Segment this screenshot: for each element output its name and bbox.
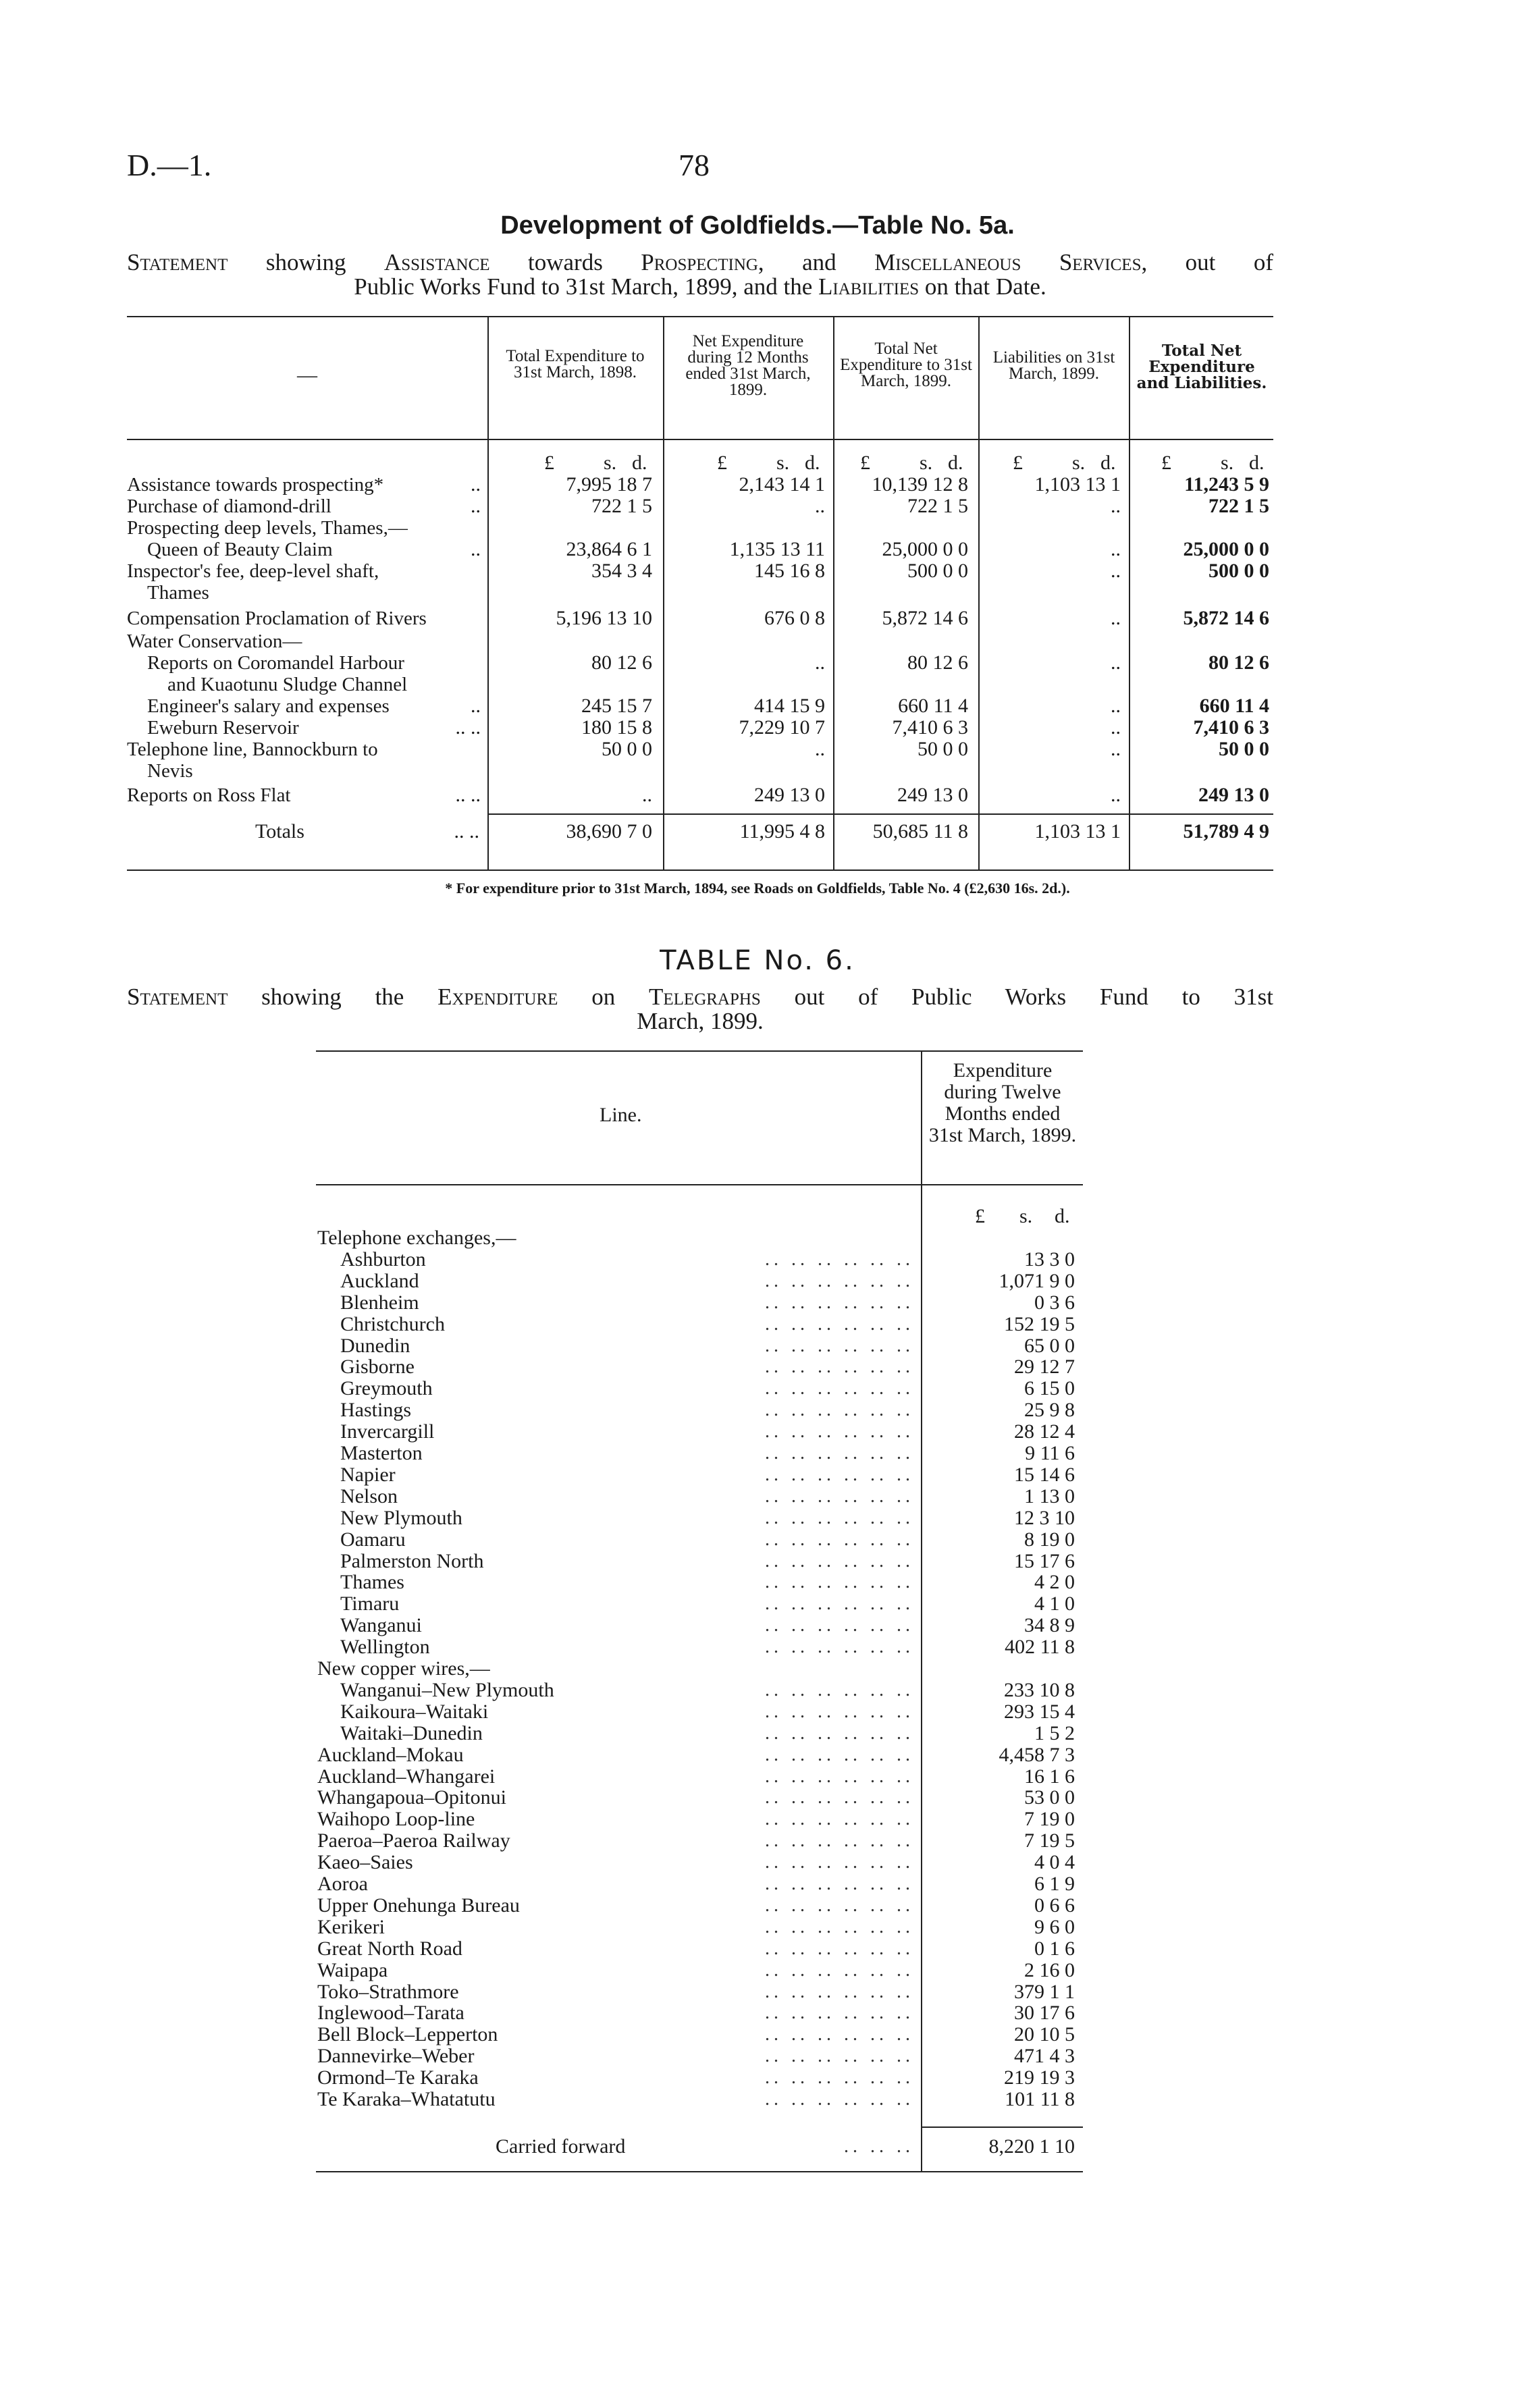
expenditure-amount: 4 0 4 (1034, 1851, 1075, 1873)
expenditure-amount: 7 19 0 (1024, 1808, 1075, 1830)
line-label: Christchurch (340, 1313, 445, 1335)
amount-cell: 500 0 0 (1208, 560, 1269, 582)
row-label-continued: Thames (147, 582, 209, 604)
line-label: Wellington (340, 1636, 430, 1658)
line-label: Waipapa (317, 1959, 388, 1981)
stmt-word: showing the (261, 984, 404, 1010)
row-label: Queen of Beauty Claim (147, 539, 333, 560)
leader-dots: .. .. .. .. .. .. (765, 1249, 914, 1270)
expenditure-amount: 0 3 6 (1034, 1291, 1075, 1314)
amount-cell: 5,872 14 6 (882, 607, 968, 629)
statement-line-2: March, 1899. (637, 1008, 764, 1034)
line-label: Wanganui (340, 1614, 422, 1636)
line-label: Paeroa–Paeroa Railway (317, 1829, 510, 1852)
statement-line-2 (127, 275, 1273, 299)
line-label: Napier (340, 1464, 396, 1486)
expenditure-amount: 1 13 0 (1024, 1485, 1075, 1507)
leader-dots: .. .. .. .. .. .. (765, 1421, 914, 1442)
line-label: Inglewood–Tarata (317, 2002, 464, 2024)
amount-cell: 1,135 13 11 (729, 538, 825, 560)
document-code: D.—1. (127, 148, 212, 182)
t5-column-header: Total Net Expenditure to 31st March, 1899. (840, 340, 972, 390)
line-label: Waitaki–Dunedin (340, 1722, 483, 1744)
stmt-word: on (591, 984, 616, 1010)
statement-line-1 (127, 250, 1273, 275)
table-5a-title: Development of Goldfields.—Table No. 5a. (500, 211, 1015, 240)
t5-footnote: * For expenditure prior to 31st March, 1894, see Roads on Goldfields, Table No. 4 (£2,630 16s. 2d.). (445, 880, 1070, 897)
leader-dots: .. .. (455, 784, 481, 806)
amount-cell: .. (642, 784, 652, 806)
leader-dots: .. .. .. .. .. .. (765, 1335, 914, 1356)
expenditure-amount: 219 19 3 (1004, 2066, 1075, 2089)
amount-cell: .. (1111, 716, 1121, 739)
leader-dots: .. .. (455, 716, 481, 739)
leader-dots: .. .. .. .. .. .. (765, 2002, 914, 2023)
line-label: Aoroa (317, 1873, 368, 1895)
amount-cell: 23,864 6 1 (566, 538, 652, 560)
line-label: Wanganui–New Plymouth (340, 1679, 554, 1701)
line-label: Ashburton (340, 1248, 426, 1270)
t5-column-header: Net Expenditure during 12 Months ended 31st March, 1899. (685, 332, 811, 399)
expenditure-amount: 65 0 0 (1024, 1335, 1075, 1357)
stmt-word: Telegraphs (649, 984, 761, 1010)
stmt-word: and (802, 249, 836, 275)
line-label: Bell Block–Lepperton (317, 2023, 498, 2045)
row-label: Compensation Proclamation of Rivers (127, 608, 427, 629)
t6-bottom-rule (316, 2171, 1083, 2172)
line-label: Auckland–Mokau (317, 1744, 464, 1766)
leader-dots: .. .. .. .. .. .. (765, 1852, 914, 1873)
amount-cell: 7,410 6 3 (892, 716, 968, 739)
line-label: Telephone exchanges,— (317, 1227, 516, 1249)
leader-dots: .. .. .. .. .. .. (765, 2045, 914, 2066)
amount-cell: 25,000 0 0 (1183, 538, 1269, 560)
unit-shilling: s. (604, 452, 617, 474)
expenditure-amount: 15 14 6 (1014, 1464, 1075, 1486)
expenditure-amount: 402 11 8 (1005, 1636, 1075, 1658)
expenditure-amount: 4,458 7 3 (999, 1744, 1075, 1766)
stmt-word: out of Public Works Fund to 31st (794, 984, 1274, 1010)
unit-pence: d. (1100, 452, 1116, 474)
t5-column-header: Total Net Expenditure and Liabilities. (1136, 342, 1267, 392)
expenditure-amount: 15 17 6 (1014, 1550, 1075, 1572)
amount-cell: 722 1 5 (907, 495, 968, 517)
line-label: Palmerston North (340, 1550, 484, 1572)
amount-cell: 1,103 13 1 (1034, 473, 1121, 496)
line-label: Upper Onehunga Bureau (317, 1894, 520, 1917)
stmt-word: Services, (1059, 249, 1148, 275)
line-label: Waihopo Loop-line (317, 1808, 475, 1830)
t5-stub-dash: — (297, 364, 317, 386)
amount-cell: 722 1 5 (1208, 495, 1269, 517)
line-label: Invercargill (340, 1420, 435, 1443)
leader-dots: .. (471, 695, 481, 717)
amount-cell: 722 1 5 (591, 495, 652, 517)
table-5a-statement (127, 250, 1273, 299)
amount-cell: 11,243 5 9 (1184, 473, 1269, 496)
amount-cell: 354 3 4 (591, 560, 652, 582)
t6-cf-rule (921, 2126, 1083, 2128)
line-label: Whangapoua–Opitonui (317, 1786, 506, 1809)
line-label: Greymouth (340, 1377, 433, 1399)
unit-pound: £ (1161, 452, 1171, 474)
line-label: Hastings (340, 1399, 411, 1421)
leader-dots: .. .. .. .. .. .. (765, 1787, 914, 1808)
unit-pound: £ (544, 452, 554, 474)
amount-cell: 180 15 8 (581, 716, 652, 739)
totals-amount: 38,690 7 0 (566, 820, 652, 842)
expenditure-amount: 12 3 10 (1014, 1507, 1075, 1529)
leader-dots: .. .. .. .. .. .. (765, 1701, 914, 1722)
t6-line-header: Line. (600, 1104, 642, 1126)
expenditure-amount: 34 8 9 (1024, 1614, 1075, 1636)
amount-cell: 80 12 6 (1208, 651, 1269, 674)
leader-dots: .. (471, 538, 481, 560)
expenditure-amount: 6 1 9 (1034, 1873, 1075, 1895)
leader-dots: .. .. .. .. .. .. (765, 1443, 914, 1464)
carried-forward-amount: 8,220 1 10 (988, 2135, 1075, 2158)
stmt-word: Liabilities (818, 273, 920, 300)
leader-dots: .. .. .. .. .. .. (765, 1636, 914, 1657)
expenditure-amount: 4 2 0 (1034, 1571, 1075, 1593)
stmt-word: Statement (127, 249, 228, 275)
amount-cell: .. (1111, 695, 1121, 717)
stmt-word: Public Works Fund to 31st March, 1899, and the (354, 273, 813, 300)
leader-dots: .. .. .. .. .. .. (765, 1938, 914, 1959)
expenditure-amount: 30 17 6 (1014, 2002, 1075, 2024)
line-label: New Plymouth (340, 1507, 462, 1529)
unit-pound: £ (1013, 452, 1023, 474)
line-label: Great North Road (317, 1937, 462, 1960)
amount-cell: 676 0 8 (764, 607, 825, 629)
unit-pence: d. (632, 452, 647, 474)
expenditure-amount: 0 6 6 (1034, 1894, 1075, 1917)
expenditure-amount: 1,071 9 0 (999, 1270, 1075, 1292)
expenditure-amount: 2 16 0 (1024, 1959, 1075, 1981)
expenditure-amount: 8 19 0 (1024, 1528, 1075, 1551)
leader-dots: .. .. .. .. .. .. (765, 1615, 914, 1636)
unit-shilling: s. (1072, 452, 1086, 474)
expenditure-amount: 25 9 8 (1024, 1399, 1075, 1421)
expenditure-amount: 9 11 6 (1025, 1442, 1075, 1464)
expenditure-amount: 9 6 0 (1034, 1916, 1075, 1938)
row-label: Water Conservation— (127, 631, 302, 652)
stmt-word: on that Date. (924, 273, 1046, 300)
expenditure-amount: 1 5 2 (1034, 1722, 1075, 1744)
line-label: Blenheim (340, 1291, 419, 1314)
amount-cell: .. (1111, 784, 1121, 806)
row-label: Purchase of diamond-drill (127, 496, 331, 517)
leader-dots: .. .. .. .. .. .. (765, 1723, 914, 1744)
expenditure-amount: 13 3 0 (1024, 1248, 1075, 1270)
expenditure-amount: 0 1 6 (1034, 1937, 1075, 1960)
stmt-word: Expenditure (437, 984, 558, 1010)
leader-dots: .. .. .. .. .. .. (765, 1593, 914, 1614)
row-label: Inspector's fee, deep-level shaft, (127, 560, 379, 582)
leader-dots: .. .. .. .. .. .. (765, 1486, 914, 1507)
line-label: Nelson (340, 1485, 398, 1507)
amount-cell: 5,872 14 6 (1183, 607, 1269, 629)
leader-dots: .. .. .. .. .. .. (765, 2024, 914, 2045)
amount-cell: 5,196 13 10 (556, 607, 652, 629)
expenditure-amount: 4 1 0 (1034, 1593, 1075, 1615)
leader-dots: .. .. .. .. .. .. (765, 1551, 914, 1572)
amount-cell: .. (1111, 738, 1121, 760)
unit-pence: d. (1249, 452, 1265, 474)
row-label: Eweburn Reservoir (147, 717, 299, 739)
line-label: Oamaru (340, 1528, 406, 1551)
t5-column-header: Liabilities on 31st March, 1899. (992, 348, 1115, 383)
expenditure-amount: 20 10 5 (1014, 2023, 1075, 2045)
row-label: Prospecting deep levels, Thames,— (127, 517, 408, 539)
amount-cell: 10,139 12 8 (872, 473, 968, 496)
totals-amount: 51,789 4 9 (1183, 820, 1269, 842)
totals-amount: 1,103 13 1 (1034, 820, 1121, 842)
leader-dots: .. .. .. .. .. .. (765, 1270, 914, 1291)
unit-shilling: s. (1019, 1205, 1033, 1227)
line-label: Thames (340, 1571, 404, 1593)
t6-col-divider (921, 1050, 922, 2171)
leader-dots: .. .. .. .. .. .. (765, 1314, 914, 1335)
unit-pound: £ (717, 452, 727, 474)
amount-cell: .. (815, 738, 825, 760)
leader-dots: .. .. .. .. .. .. (765, 1399, 914, 1420)
unit-pence: d. (948, 452, 963, 474)
line-label: Gisborne (340, 1356, 415, 1378)
amount-cell: 50 0 0 (1219, 738, 1269, 760)
row-label: Reports on Coromandel Harbour (147, 652, 404, 674)
amount-cell: 50 0 0 (918, 738, 968, 760)
expenditure-amount: 16 1 6 (1024, 1765, 1075, 1788)
amount-cell: 660 11 4 (898, 695, 968, 717)
line-label: Kerikeri (317, 1916, 385, 1938)
leader-dots: .. .. .. .. .. .. (765, 1766, 914, 1787)
totals-amount: 11,995 4 8 (739, 820, 825, 842)
amount-cell: 80 12 6 (591, 651, 652, 674)
amount-cell: .. (1111, 538, 1121, 560)
t5-column-header: Total Expenditure to 31st March, 1898. (506, 347, 645, 381)
stmt-word: Assistance (383, 249, 490, 275)
amount-cell: 500 0 0 (907, 560, 968, 582)
row-label: Engineer's salary and expenses (147, 695, 390, 717)
expenditure-amount: 152 19 5 (1004, 1313, 1075, 1335)
leader-dots: .. .. .. .. .. .. (765, 1895, 914, 1916)
leader-dots: .. .. .. .. .. .. (765, 1507, 914, 1528)
amount-cell: 249 13 0 (897, 784, 968, 806)
leader-dots: .. .. .. .. .. .. (765, 1809, 914, 1829)
unit-shilling: s. (1221, 452, 1234, 474)
page-number: 78 (679, 148, 710, 182)
leader-dots: .. .. .. .. .. .. (765, 1572, 914, 1593)
table-6-statement (127, 985, 1273, 1034)
leader-dots: .. .. .. .. .. .. (765, 1529, 914, 1550)
unit-pound: £ (860, 452, 870, 474)
leader-dots: .. .. .. .. .. .. (765, 1960, 914, 1981)
amount-cell: 7,410 6 3 (1193, 716, 1269, 739)
amount-cell: 145 16 8 (754, 560, 825, 582)
amount-cell: 245 15 7 (581, 695, 652, 717)
stmt-word: Miscellaneous (874, 249, 1021, 275)
line-label: New copper wires,— (317, 1657, 490, 1680)
row-label: Assistance towards prospecting* (127, 474, 384, 496)
expenditure-amount: 233 10 8 (1004, 1679, 1075, 1701)
amount-cell: 2,143 14 1 (739, 473, 825, 496)
t6-head-rule (316, 1184, 1083, 1185)
amount-cell: 660 11 4 (1199, 695, 1269, 717)
unit-pence: d. (805, 452, 820, 474)
expenditure-amount: 293 15 4 (1004, 1701, 1075, 1723)
amount-cell: 25,000 0 0 (882, 538, 968, 560)
totals-amount: 50,685 11 8 (872, 820, 968, 842)
amount-cell: 7,995 18 7 (566, 473, 652, 496)
line-label: Masterton (340, 1442, 423, 1464)
leader-dots: .. .. .. .. .. .. (765, 1744, 914, 1765)
row-label-continued: and Kuaotunu Sludge Channel (167, 674, 408, 695)
line-label: Kaeo–Saies (317, 1851, 413, 1873)
line-label: Timaru (340, 1593, 400, 1615)
line-label: Auckland (340, 1270, 419, 1292)
leader-dots: .. .. .. .. .. .. (765, 1680, 914, 1701)
expenditure-amount: 29 12 7 (1014, 1356, 1075, 1378)
amount-cell: 7,229 10 7 (739, 716, 825, 739)
amount-cell: .. (815, 651, 825, 674)
line-label: Te Karaka–Whatatutu (317, 2088, 496, 2110)
leader-dots: .. .. .. .. .. .. (765, 1917, 914, 1937)
stmt-word: Statement (127, 984, 228, 1010)
leader-dots: .. .. .. .. .. .. (765, 1981, 914, 2002)
totals-label: Totals (255, 820, 304, 842)
amount-cell: 249 13 0 (754, 784, 825, 806)
line-label: Toko–Strathmore (317, 1981, 459, 2003)
expenditure-amount: 6 15 0 (1024, 1377, 1075, 1399)
line-label: Kaikoura–Waitaki (340, 1701, 489, 1723)
leader-dots: .. .. .. .. .. .. (765, 2089, 914, 2110)
leader-dots: .. .. .. .. .. .. (765, 1378, 914, 1399)
amount-cell: 249 13 0 (1198, 784, 1269, 806)
line-label: Dannevirke–Weber (317, 2045, 475, 2067)
leader-dots: .. .. .. .. .. .. (765, 1873, 914, 1894)
leader-dots: .. (471, 473, 481, 496)
amount-cell: 80 12 6 (907, 651, 968, 674)
leader-dots: .. .. (454, 820, 479, 842)
statement-line-1 (127, 985, 1273, 1009)
amount-cell: 50 0 0 (602, 738, 652, 760)
expenditure-amount: 379 1 1 (1014, 1981, 1075, 2003)
amount-cell: .. (1111, 560, 1121, 582)
stmt-word: Prospecting, (641, 249, 764, 275)
row-label: Reports on Ross Flat (127, 784, 291, 806)
row-label: Telephone line, Bannockburn to (127, 739, 378, 760)
expenditure-amount: 53 0 0 (1024, 1786, 1075, 1809)
stmt-word: towards (528, 249, 603, 275)
line-label: Ormond–Te Karaka (317, 2066, 479, 2089)
amount-cell: .. (1111, 495, 1121, 517)
stmt-word: showing (265, 249, 346, 275)
line-label: Auckland–Whangarei (317, 1765, 496, 1788)
row-label-continued: Nevis (147, 760, 193, 782)
t5-col-divider (487, 316, 489, 869)
carried-forward-label: Carried forward (496, 2135, 626, 2158)
expenditure-amount: 28 12 4 (1014, 1420, 1075, 1443)
leader-dots: .. .. .. .. .. .. (765, 1830, 914, 1851)
expenditure-amount: 471 4 3 (1014, 2045, 1075, 2067)
expenditure-amount: 7 19 5 (1024, 1829, 1075, 1852)
unit-shilling: s. (920, 452, 933, 474)
leader-dots: .. .. .. .. .. .. (765, 1464, 914, 1485)
stmt-word: out of (1185, 249, 1274, 275)
leader-dots: .. .. .. (844, 2136, 914, 2157)
amount-cell: .. (815, 495, 825, 517)
t5-total-rule (487, 813, 1273, 815)
unit-pound: £ (975, 1205, 985, 1227)
amount-cell: .. (1111, 607, 1121, 629)
table-6-title: TABLE No. 6. (660, 945, 855, 976)
amount-cell: .. (1111, 651, 1121, 674)
t5-head-rule (127, 439, 1273, 440)
t5-bottom-rule (127, 869, 1273, 871)
t5-top-rule (127, 316, 1273, 317)
unit-shilling: s. (776, 452, 790, 474)
leader-dots: .. .. .. .. .. .. (765, 1356, 914, 1377)
amount-cell: 414 15 9 (754, 695, 825, 717)
expenditure-amount: 101 11 8 (1005, 2088, 1075, 2110)
line-label: Dunedin (340, 1335, 410, 1357)
leader-dots: .. .. .. .. .. .. (765, 2067, 914, 2088)
leader-dots: .. (471, 495, 481, 517)
t6-top-rule (316, 1050, 1083, 1052)
t6-expenditure-header: Expenditure during Twelve Months ended 31st March, 1899. (928, 1059, 1077, 1146)
unit-pence: d. (1055, 1205, 1070, 1227)
leader-dots: .. .. .. .. .. .. (765, 1292, 914, 1313)
